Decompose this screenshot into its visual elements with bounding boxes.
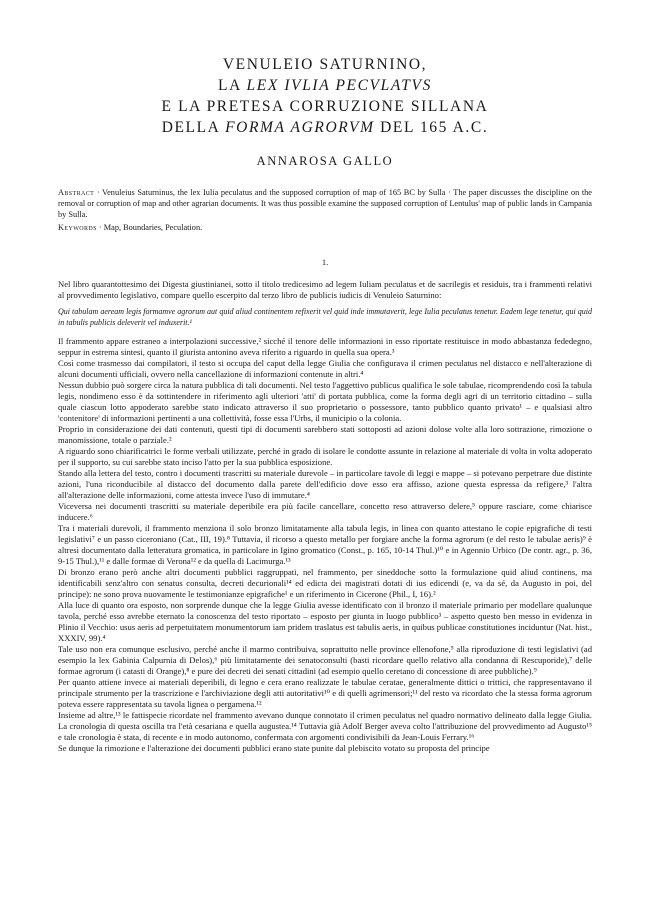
title-line-4-italic: FORMA AGRORVM bbox=[225, 119, 375, 136]
title-line-3: E LA PRETESA CORRUZIONE SILLANA bbox=[161, 98, 489, 115]
block-quote: Qui tabulam aeream legis formamve agrorum aut quid aliud continentem refixerit vel quid inde immutaverit, lege Iulia peculatus tenetur. Eadem lege tenetur, qui quid in tabulis publicis deleverit vel induxerit.¹ bbox=[58, 307, 592, 327]
keywords-text: · Map, Boundaries, Peculation. bbox=[96, 223, 203, 232]
paragraph-2: Il frammento appare estraneo a interpolazioni successive,² sicché il tenore delle informazioni in esso riportate restituisce in modo abbastanza fededegno, seppur in estrema sintesi, quanto il giurista antonino aveva riferito a riguardo in quella sua opera.³ bbox=[58, 336, 592, 358]
paragraph-10: Di bronzo erano però anche altri documenti pubblici raggruppati, nel frammento, per sineddoche sotto la formulazione quid aliud continens, ma identificabili senz'altro con senatus consulta, decreti decurionali¹⁴ ed edicta dei magistrati dotati di ius edicendi (e, va da sé, da Augusto in poi, del principe): ne sono prova nuovamente le testimonianze epigrafiche¹ e un riferimento in Cicerone (Phil., I, 16).² bbox=[58, 567, 592, 600]
paragraph-1: Nel libro quarantottesimo dei Digesta giustinianei, sotto il titolo tredicesimo ad legem Iuliam peculatus et de sacrilegis et residuis, tra i frammenti relativi al provvedimento legislativo, compare quello escerpito dal terzo libro de publicis iudicis di Venuleio Saturnino: bbox=[58, 279, 592, 300]
abstract bbox=[58, 187, 592, 220]
title-line-4-suffix: DEL 165 A.C. bbox=[380, 119, 489, 136]
section-number: 1. bbox=[321, 257, 329, 267]
paragraph-3: Così come trasmesso dai compilatori, il testo si occupa del caput della legge Giulia che configurava il crimen peculatus nel distacco e nell'alterazione di alcuni documenti ufficiali, ovvero nella cancellazione di informazioni contenute in altri.⁴ bbox=[58, 358, 592, 380]
paragraph-9: Tra i materiali durevoli, il frammento menziona il solo bronzo limitatamente alla tabula legis, in linea con quanto attestano le copie epigrafiche di testi legislativi⁷ e un passo ciceroniano (Cat., III, 19).⁸ Tuttavia, il ricorso a questo metallo per forgiare anche la forma agrorum (e del resto le tabulae aeris)⁹ è altresì documentato dalla letteratura gromatica, in particolare in Igino gromatico (Const., p. 165, 10-14 Thul.)¹⁰ e in Agennio Urbico (De contr. agr., p. 36, 9-15 Thul.),¹¹ e dalle formae di Verona¹² e da quella di Lacimurga.¹³ bbox=[58, 523, 592, 567]
title-line-2-italic: LEX IVLIA PECVLATVS bbox=[246, 77, 432, 94]
title-line-2 bbox=[58, 75, 592, 96]
body-text bbox=[58, 279, 592, 754]
keywords bbox=[58, 222, 592, 233]
paragraph-11: Alla luce di quanto ora esposto, non sorprende dunque che la legge Giulia avesse identificato con il bronzo il materiale primario per modellare qualunque tavola, perché esso avrebbe eternato la conoscenza del testo riportato – esposto per giunta in luogo pubblico³ – aspetto questo ben messo in evidenza in Plinio il Vecchio: usus aeris ad perpetuitatem monumentorum iam pridem traslatus est tabulis aeris, in quibus publicae constitutiones inciduntur (Nat. hist., XXXIV, 99).⁴ bbox=[58, 600, 592, 644]
paragraph-5: Proprio in considerazione dei dati contenuti, questi tipi di documenti sarebbero stati sottoposti ad azioni dolose volte alla loro sottrazione, rimozione o manomissione, totale o parziale.² bbox=[58, 424, 592, 446]
paragraph-15: Se dunque la rimozione e l'alterazione dei documenti pubblici erano state punite dal plebiscito votato su proposta del principe bbox=[58, 743, 490, 754]
title-line-1: VENULEIO SATURNINO, bbox=[222, 56, 428, 73]
title-line-2-prefix: LA bbox=[218, 77, 242, 94]
paragraph-14: Insieme ad altre,¹³ le fattispecie ricordate nel frammento avevano dunque connotato il crimen peculatus nel quadro normativo delineato dalla legge Giulia. La cronologia di questa oscilla tra l'età cesariana e quella augustea.¹⁴ Tuttavia già Adolf Berger aveva colto l'attribuzione del provvedimento ad Augusto¹⁵ e tale cronologia è stata, di recente e in modo autonomo, confermata con argomenti condivisibili da Jean-Louis Ferrary.¹⁶ bbox=[58, 710, 592, 743]
abstract-label: Abstract bbox=[58, 188, 95, 197]
title-line-4-prefix: DELLA bbox=[161, 119, 220, 136]
author-name: ANNAROSA GALLO bbox=[256, 154, 394, 168]
title-block bbox=[58, 0, 592, 169]
title-line-4 bbox=[58, 117, 592, 138]
paragraph-4: Nessun dubbio può sorgere circa la natura pubblica di tali documenti. Nel testo l'aggettivo publicus qualifica le sole tabulae, ricomprendendo così la tabula legis, nondimeno esso è da sottintendere in riferimento agli ulteriori 'atti' di portata pubblica, come la forma degli agri di un territorio cittadino – sulla quale ciascun lotto appoderato sarebbe stato indicato attraverso il suo proprietario o possessore, tanto pubblico quanto privato¹ – e qualsiasi altro 'contenitore' di informazioni pertinenti a una collettività, fosse essa l'Urbs, il municipio o la colonia. bbox=[58, 380, 592, 424]
paragraph-8: Viceversa nei documenti trascritti su materiale deperibile era più facile cancellare, concetto reso attraverso delere,⁵ oppure rasciare, come chiarisce inducere.⁶ bbox=[58, 501, 592, 523]
paragraph-6: A riguardo sono chiarificatrici le forme verbali utilizzate, perché in grado di isolare le condotte assunte in relazione al materiale di volta in volta adoperato per il supporto, su cui sarebbe stato inciso l'atto per la sua pubblica esposizione. bbox=[58, 446, 592, 468]
keywords-label: Keywords bbox=[58, 223, 97, 232]
paragraph-12: Tale uso non era comunque esclusivo, perché anche il marmo contribuiva, soprattutto nelle province ellenofone,⁵ alla riproduzione di testi legislativi (ad esempio la lex Gabinia Calpurnia di Delos),⁶ più limitatamente dei senatoconsulti (basti ricordare quello relativo alla condanna di Rescuporide),⁷ delle formae agrorum (i catasti di Orange),⁸ e pure dei decreti dei senati cittadini (ad esempio quello ceretano di concessione di aree pubbliche).⁹ bbox=[58, 644, 592, 677]
paragraph-13: Per quanto attiene invece ai materiali deperibili, di legno e cera erano realizzate le tabulae ceratae, generalmente dittici o trittici, che rappresentavano il principale strumento per la trascrizione e l'archiviazione degli atti autoritativi¹⁰ e di quelli agrimensori;¹¹ del resto va ricordato che la stessa forma agrorum poteva essere rappresentata su tavola lignea o pergamena.¹² bbox=[58, 677, 592, 710]
abstract-text: · Venuleius Saturninus, the lex Iulia peculatus and the supposed corruption of map of 165 BC by Sulla · The paper discusses the discipline on the removal or corruption of map and other agrarian documents. It was thus possible examine the supposed corruption of Lentulus' map of public lands in Campania by Sulla. bbox=[58, 188, 592, 219]
paragraph-7: Stando alla lettera del testo, contro i documenti trascritti su materiale durevole – in particolare tavole di leggi e mappe – si potevano perpetrare due distinte azioni, l'una riconducibile al distacco del documento dalla parete dell'edificio dove esso era affisso, azione questa espressa da refigere,³ l'altra all'alterazione delle informazioni, come attesta invece l'uso di immutare.⁴ bbox=[58, 468, 592, 501]
